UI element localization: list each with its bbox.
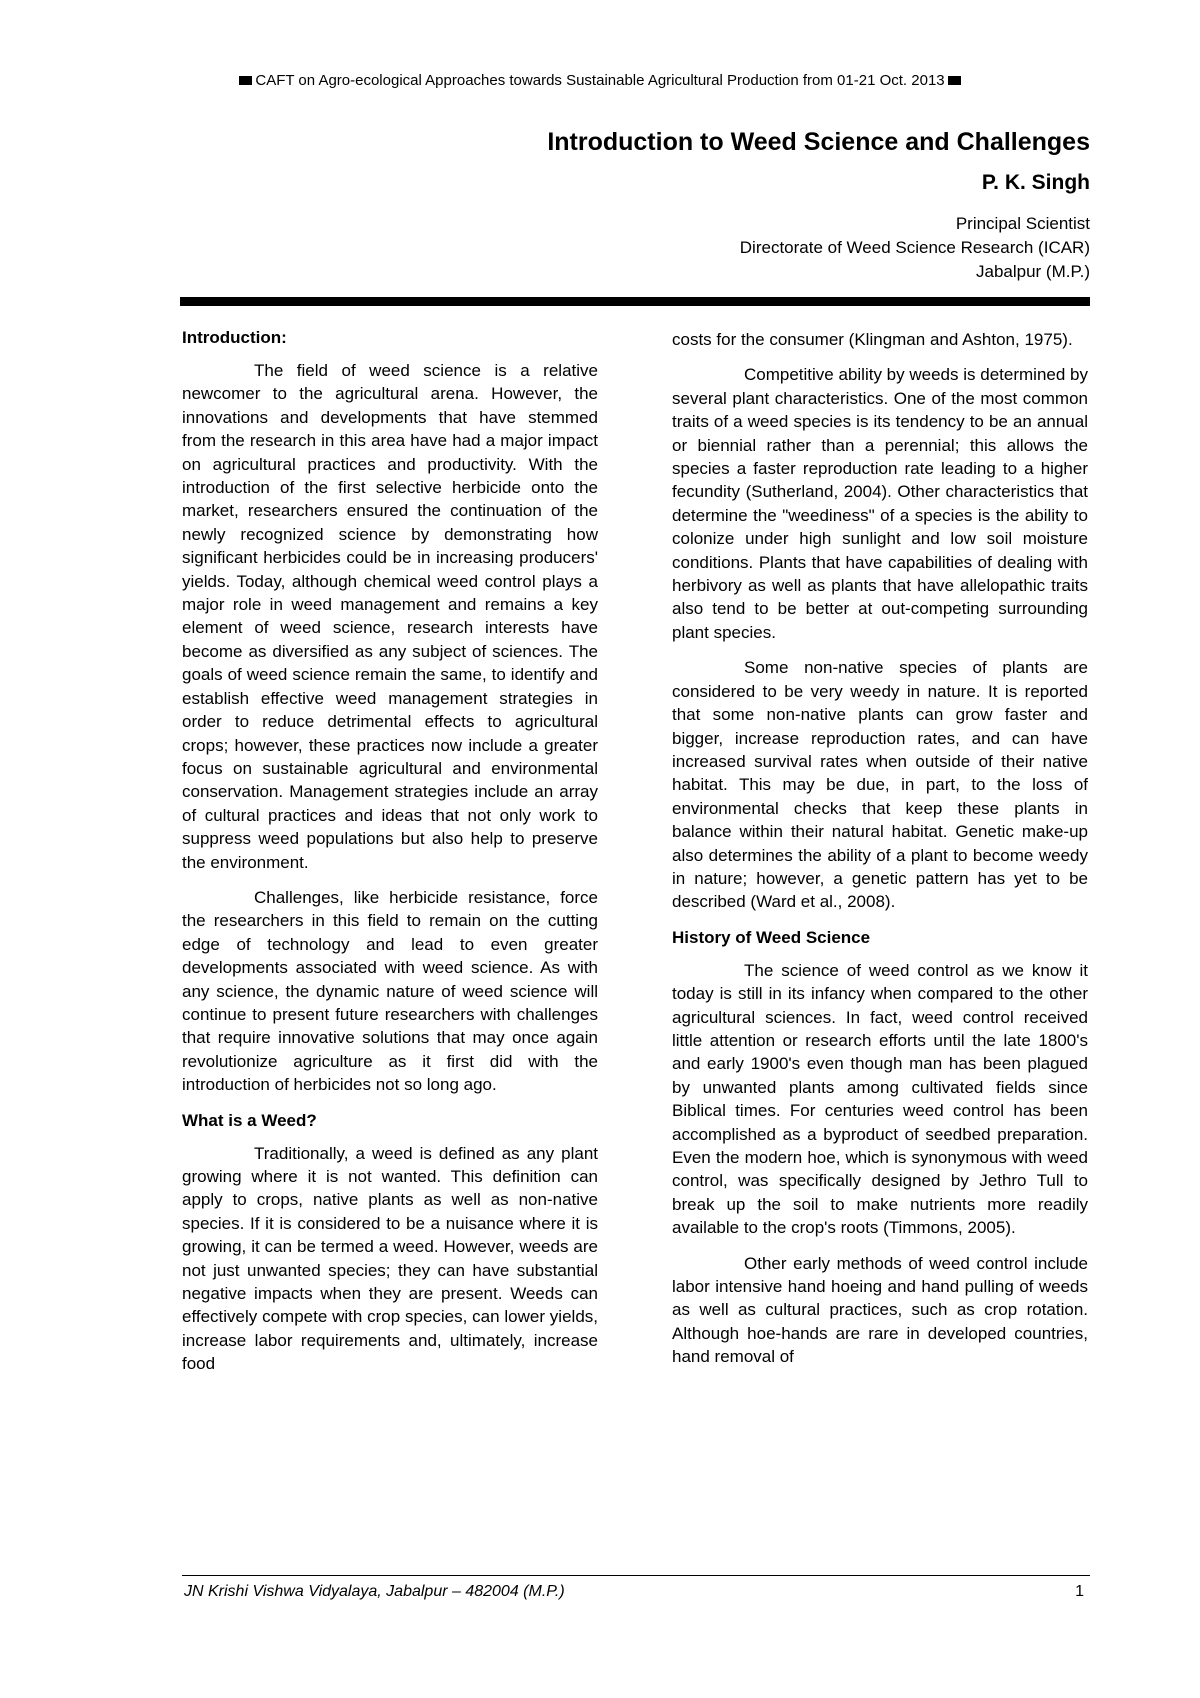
running-header-text: CAFT on Agro-ecological Approaches towards Sustainable Agricultural Production from 01-21 Oct. 2013 xyxy=(255,72,945,89)
paper-title: Introduction to Weed Science and Challenges xyxy=(547,128,1090,156)
paragraph: Other early methods of weed control include labor intensive hand hoeing and hand pulling of weeds as well as cultural practices, such as crop rotation. Although hoe-hands are rare in developed countries, hand removal of xyxy=(672,1253,1088,1367)
author-name: P. K. Singh xyxy=(981,171,1090,194)
affiliation-line: Directorate of Weed Science Research (ICAR) xyxy=(739,238,1090,257)
paragraph-continued: costs for the consumer (Klingman and Ashton, 1975). xyxy=(672,330,1073,349)
section-heading-history: History of Weed Science xyxy=(672,927,871,947)
paragraph: Competitive ability by weeds is determined by several plant characteristics. One of the most common traits of a weed species is its tendency to be an annual or biennial rather than a perennial; this allows the species a faster reproduction rate leading to a higher fecundity (Sutherland, 2004). Other characteristics that determine the "weediness" of a species is the ability to colonize under high sunlight and low soil moisture conditions. Plants that have capabilities of dealing with herbivory as well as plants that have allelopathic traits also tend to be better at out-competing surrounding plant species. xyxy=(672,365,1088,642)
title-divider xyxy=(180,297,1090,306)
author-affiliation xyxy=(740,212,1090,284)
paragraph: Some non-native species of plants are considered to be very weedy in nature. It is reported that some non-native plants can grow faster and bigger, increase reproduction rates, and can have increased survival rates when outside of their native habitat. This may be due, in part, to the loss of environmental checks that keep these plants in balance within their natural habitat. Genetic make-up also determines the ability of a plant to become weedy in nature; however, a genetic pattern has yet to be described (Ward et al., 2008). xyxy=(672,658,1088,912)
left-column xyxy=(182,326,598,1388)
header-bullet-right xyxy=(948,76,961,85)
paragraph: Traditionally, a weed is defined as any plant growing where it is not wanted. This definition can apply to crops, native plants as well as non-native species. If it is considered to be a nuisance where it is growing, it can be termed a weed. However, weeds are not just unwanted species; they can have substantial negative impacts when they are present. Weeds can effectively compete with crop species, can lower yields, increase labor requirements and, ultimately, increase food xyxy=(182,1143,598,1374)
page-number: 1 xyxy=(1075,1583,1084,1600)
affiliation-line: Principal Scientist xyxy=(955,214,1090,233)
right-column xyxy=(672,328,1088,1381)
footer-institution: JN Krishi Vishwa Vidyalaya, Jabalpur – 482004 (M.P.) xyxy=(184,1583,565,1600)
section-heading-what-is-a-weed: What is a Weed? xyxy=(182,1110,317,1130)
paragraph: The field of weed science is a relative newcomer to the agricultural arena. However, the innovations and developments that have stemmed from the research in this area have had a major impact on agricultural practices and productivity. With the introduction of the first selective herbicide onto the market, researchers ensured the continuation of the newly recognized science by demonstrating how significant herbicides could be in increasing producers' yields. Today, although chemical weed control plays a major role in weed management and remains a key element of weed science, research interests have become as diversified as any subject of sciences. The goals of weed science remain the same, to identify and establish effective weed management strategies in order to reduce detrimental effects to agricultural crops; however, these practices now include a greater focus on sustainable agricultural and environmental conservation. Management strategies include an array of cultural practices and ideas that not only work to suppress weed populations but also help to preserve the environment. xyxy=(182,361,598,872)
header-bullet-left xyxy=(239,76,252,85)
running-header xyxy=(0,72,1200,89)
section-heading-introduction: Introduction: xyxy=(182,328,287,347)
affiliation-line: Jabalpur (M.P.) xyxy=(975,262,1090,281)
paragraph: The science of weed control as we know it today is still in its infancy when compared to the other agricultural sciences. In fact, weed control received little attention or research efforts until the late 1800's and early 1900's even though man has been plagued by unwanted plants among cultivated fields since Biblical times. For centuries weed control has been accomplished as a byproduct of seedbed preparation. Even the modern hoe, which is synonymous with weed control, was specifically designed by Jethro Tull to break up the soil to make nutrients more readily available to the crop's roots (Timmons, 2005). xyxy=(672,960,1088,1238)
paragraph: Challenges, like herbicide resistance, force the researchers in this field to remain on the cutting edge of technology and lead to even greater developments associated with weed science. As with any science, the dynamic nature of weed science will continue to present future researchers with challenges that require innovative solutions that may once again revolutionize agriculture as it first did with the introduction of herbicides not so long ago. xyxy=(182,887,598,1095)
footer-divider xyxy=(182,1575,1090,1576)
